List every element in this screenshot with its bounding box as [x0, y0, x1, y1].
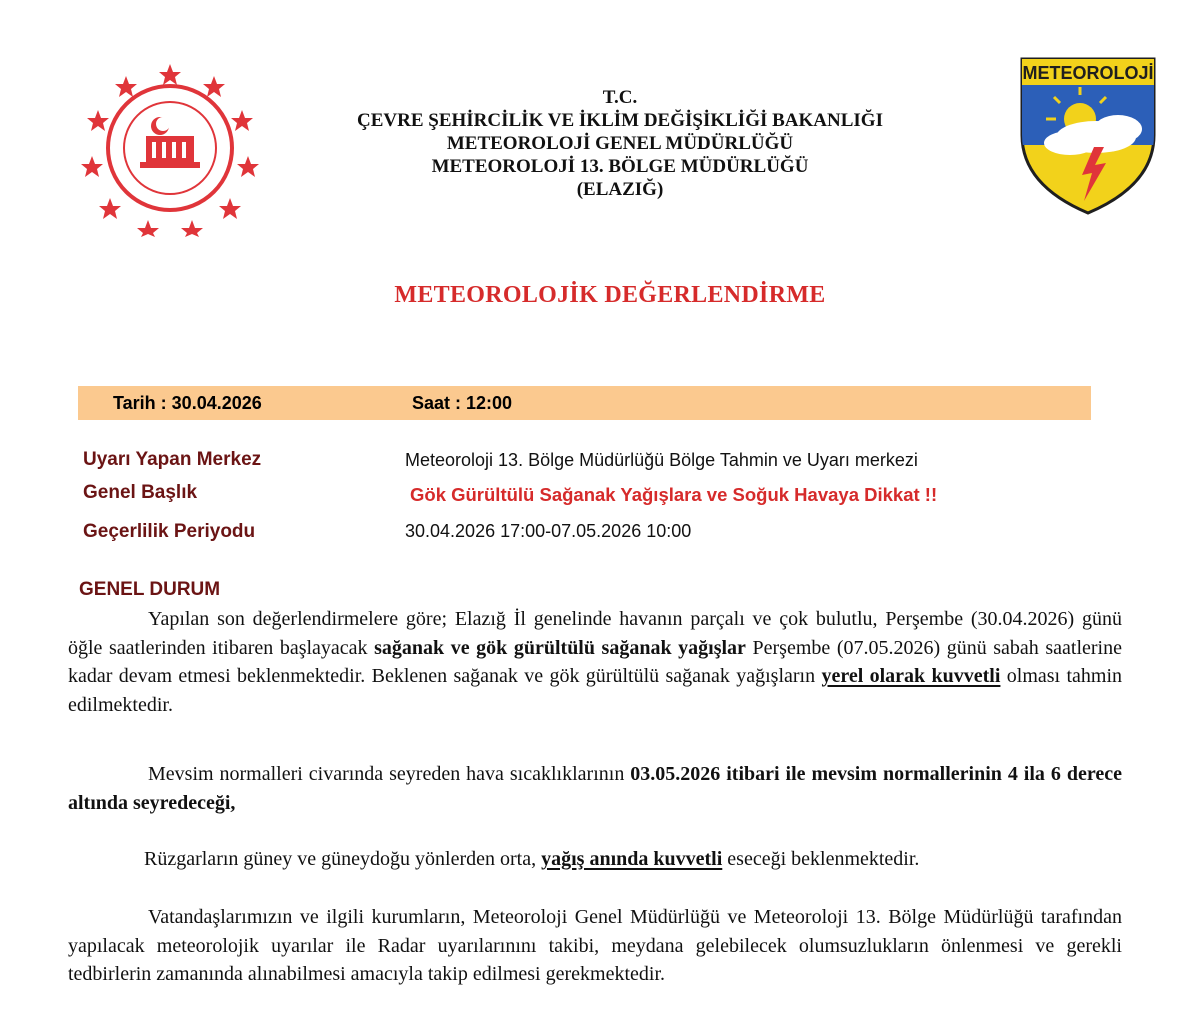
- paragraph-temperature: [68, 760, 1122, 817]
- p2-text-a: Mevsim normalleri civarında seyreden hava sıcaklıklarının: [148, 763, 631, 785]
- headline-label: Genel Başlık: [83, 482, 198, 503]
- paragraph-advisory: [68, 903, 1122, 989]
- p1-text-a: Yapılan son değerlendirmelere göre; Elazığ İl genelinde havanın parçalı ve çok bulutlu, Perşembe (30.04.2026) günü öğle saatlerinden itibaren başlayacak: [68, 608, 1122, 659]
- p4-text-a: Vatandaşlarımızın ve ilgili kurumların, Meteoroloji Genel Müdürlüğü ve Meteoroloji 13. Bölge Müdürlüğü tarafından yapılacak meteorolojik uyarılar ile Radar uyarılarınını takibi, meydana gelebilecek olumsuzlukların önlenmesi ve gerekli tedbirlerin zamanında alınabilmesi amacıyla takip edilmesi gerekmektedir.: [68, 906, 1122, 985]
- p3-text-c: eseceği beklenmektedir.: [722, 848, 920, 870]
- warning-center-value: Meteoroloji 13. Bölge Müdürlüğü Bölge Tahmin ve Uyarı merkezi: [405, 450, 918, 470]
- document-header: [260, 86, 980, 201]
- p1-underlined-strong: yerel olarak kuvvetli: [821, 665, 1001, 687]
- date-label: Tarih : 30.04.2026: [113, 393, 262, 413]
- p1-text-c: Perşembe (07.05.2026) günü sabah saatlerine kadar devam etmesi beklenmektedir. Beklenen sağanak ve gök gürültülü sağanak yağışların: [68, 636, 1122, 687]
- ministry-seal-logo: [80, 58, 260, 238]
- time-label: Saat : 12:00: [412, 393, 513, 413]
- headline-value: Gök Gürültülü Sağanak Yağışlara ve Soğuk Havaya Dikkat !!: [410, 484, 938, 505]
- p2-bold-temperature: 03.05.2026 itibari ile mevsim normallerinin 4 ila 6 derece altında seyredeceği,: [68, 763, 1122, 814]
- p3-text-a: Rüzgarların güney ve güneydoğu yönlerden orta,: [144, 848, 542, 870]
- p1-text-e: olması tahmin edilmektedir.: [68, 665, 1123, 716]
- header-line-tc: T.C.: [602, 87, 638, 108]
- date-band: [78, 386, 1091, 420]
- header-line-ministry: ÇEVRE ŞEHİRCİLİK VE İKLİM DEĞİŞİKLİĞİ BAKANLIĞI: [357, 110, 883, 131]
- paragraph-general-status: [68, 605, 1122, 719]
- paragraph-wind: [68, 845, 1122, 874]
- validity-period-value: 30.04.2026 17:00-07.05.2026 10:00: [405, 521, 692, 541]
- meteoroloji-logo: [1018, 55, 1158, 217]
- header-line-city: (ELAZIĞ): [576, 179, 664, 200]
- warning-center-label: Uyarı Yapan Merkez: [83, 449, 262, 470]
- p1-bold-precipitation: sağanak ve gök gürültülü sağanak yağışlar: [374, 636, 746, 659]
- p3-underlined-strong: yağış anında kuvvetli: [541, 848, 723, 870]
- meteoroloji-logo-text: METEOROLOJİ: [1022, 63, 1154, 83]
- header-line-directorate: METEOROLOJİ GENEL MÜDÜRLÜĞÜ: [446, 133, 794, 154]
- section-title-general: GENEL DURUM: [79, 579, 221, 600]
- validity-period-label: Geçerlilik Periyodu: [83, 521, 256, 542]
- header-line-regional: METEOROLOJİ 13. BÖLGE MÜDÜRLÜĞÜ: [431, 156, 809, 177]
- document-title: METEOROLOJİK DEĞERLENDİRME: [394, 282, 826, 308]
